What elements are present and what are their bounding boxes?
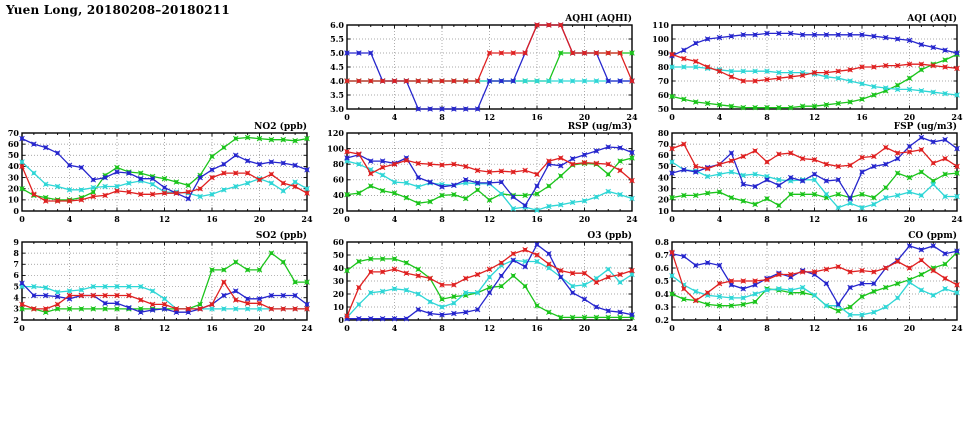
x-tick-label: 24 — [301, 323, 313, 333]
y-tick-label: 6 — [13, 270, 19, 281]
x-tick-label: 20 — [903, 323, 916, 333]
x-tick-label: 24 — [626, 323, 638, 333]
chart-title: FSP (ug/m3) — [893, 122, 957, 132]
x-tick-label: 4 — [391, 214, 398, 224]
x-tick-label: 16 — [856, 214, 868, 224]
y-tick-label: 4.5 — [330, 61, 344, 72]
x-tick-label: 20 — [578, 323, 591, 333]
series-green — [345, 257, 635, 320]
x-tick-label: 12 — [808, 112, 821, 122]
x-tick-label: 24 — [951, 112, 963, 122]
y-tick-label: 8 — [13, 247, 19, 258]
x-tick-label: 12 — [808, 323, 821, 333]
chart-no2 — [0, 120, 325, 232]
y-tick-label: 0.8 — [655, 236, 669, 247]
y-tick-label: 60 — [332, 236, 344, 247]
y-tick-label: 0.2 — [655, 314, 669, 325]
y-tick-label: 50 — [657, 103, 669, 114]
y-tick-label: 60 — [332, 174, 344, 185]
y-tick-label: 40 — [332, 262, 344, 273]
series-blue-line — [672, 138, 957, 199]
x-tick-label: 0 — [19, 214, 25, 224]
x-tick-label: 16 — [531, 214, 543, 224]
y-tick-label: 70 — [657, 138, 669, 149]
series-blue — [670, 135, 960, 201]
chart-aqhi — [325, 12, 650, 124]
y-tick-label: 100 — [327, 143, 344, 154]
y-tick-label: 5 — [13, 281, 19, 292]
y-tick-label: 5.0 — [330, 47, 344, 58]
y-tick-label: 90 — [657, 47, 669, 58]
y-tick-label: 4.0 — [330, 75, 344, 86]
x-tick-label: 8 — [764, 112, 770, 122]
y-tick-label: 0 — [13, 205, 19, 216]
y-tick-label: 3.5 — [330, 89, 344, 100]
x-tick-label: 16 — [206, 323, 218, 333]
x-tick-label: 24 — [951, 214, 963, 224]
y-tick-label: 80 — [332, 159, 344, 169]
x-tick-label: 8 — [764, 323, 770, 333]
y-tick-label: 50 — [7, 150, 19, 161]
y-tick-label: 0.4 — [655, 288, 669, 299]
x-tick-label: 8 — [764, 214, 770, 224]
x-tick-label: 0 — [669, 112, 675, 122]
x-tick-label: 16 — [856, 112, 868, 122]
y-tick-label: 50 — [332, 249, 344, 260]
x-tick-label: 12 — [158, 214, 171, 224]
chart-rsp — [325, 120, 650, 232]
y-tick-label: 70 — [657, 75, 669, 86]
x-tick-label: 4 — [66, 214, 73, 224]
y-tick-label: 10 — [7, 194, 19, 205]
y-tick-label: 2 — [13, 314, 19, 325]
x-tick-label: 20 — [578, 112, 591, 122]
x-tick-label: 12 — [483, 112, 496, 122]
y-tick-label: 4 — [13, 292, 19, 303]
x-tick-label: 8 — [114, 323, 120, 333]
x-tick-label: 12 — [483, 323, 496, 333]
y-tick-label: 9 — [13, 236, 19, 247]
x-tick-label: 8 — [439, 214, 445, 224]
chart-title: RSP (ug/m3) — [567, 122, 632, 132]
y-tick-label: 60 — [657, 150, 669, 161]
y-tick-label: 3.0 — [330, 103, 344, 114]
series-cyan — [670, 273, 960, 317]
y-tick-label: 80 — [657, 127, 669, 138]
y-tick-label: 20 — [7, 183, 19, 194]
y-tick-label: 30 — [7, 172, 19, 183]
x-tick-label: 4 — [66, 323, 73, 333]
x-tick-label: 16 — [531, 112, 543, 122]
x-tick-label: 24 — [626, 112, 638, 122]
chart-aqi — [650, 12, 975, 124]
x-tick-label: 4 — [716, 112, 723, 122]
x-tick-label: 4 — [716, 214, 723, 224]
series-red-line — [22, 166, 307, 201]
x-tick-label: 8 — [114, 214, 120, 224]
x-tick-label: 16 — [206, 214, 218, 224]
chart-title: SO2 (ppb) — [255, 231, 307, 241]
y-tick-label: 30 — [332, 275, 344, 286]
y-tick-label: 20 — [332, 205, 344, 216]
x-tick-label: 20 — [903, 214, 916, 224]
chart-fsp — [650, 120, 975, 232]
x-tick-label: 16 — [531, 323, 543, 333]
y-tick-label: 0.7 — [655, 249, 669, 260]
series-blue-line — [22, 139, 307, 199]
chart-title: AQI (AQI) — [907, 14, 957, 24]
x-tick-label: 24 — [626, 214, 638, 224]
series-blue — [670, 31, 960, 58]
y-tick-label: 30 — [657, 183, 669, 194]
page-title: Yuen Long, 20180208–20180211 — [6, 3, 230, 17]
y-tick-label: 0.6 — [655, 262, 669, 273]
x-tick-label: 12 — [158, 323, 171, 333]
y-tick-label: 5.5 — [330, 33, 344, 44]
y-tick-label: 110 — [652, 19, 669, 30]
x-tick-label: 4 — [391, 112, 398, 122]
y-tick-label: 80 — [657, 61, 669, 72]
x-tick-label: 20 — [578, 214, 591, 224]
x-tick-label: 0 — [344, 214, 350, 224]
x-tick-label: 20 — [253, 323, 266, 333]
series-blue — [670, 244, 960, 307]
y-tick-label: 60 — [657, 89, 669, 100]
y-tick-label: 60 — [7, 138, 19, 149]
y-tick-label: 3 — [13, 303, 19, 314]
chart-co — [650, 229, 975, 341]
series-red — [345, 247, 635, 318]
chart-o3 — [325, 229, 650, 341]
x-tick-label: 12 — [483, 214, 496, 224]
x-tick-label: 16 — [856, 323, 868, 333]
chart-title: NO2 (ppb) — [254, 122, 307, 132]
y-tick-label: 0 — [338, 314, 344, 325]
chart-title: O3 (ppb) — [587, 231, 632, 241]
y-tick-label: 7 — [13, 259, 19, 270]
x-tick-label: 20 — [903, 112, 916, 122]
x-tick-label: 0 — [19, 323, 25, 333]
x-tick-label: 4 — [716, 323, 723, 333]
y-tick-label: 10 — [657, 205, 669, 216]
y-tick-label: 40 — [7, 161, 19, 172]
x-tick-label: 24 — [951, 323, 963, 333]
x-tick-label: 12 — [808, 214, 821, 224]
x-tick-label: 0 — [344, 323, 350, 333]
y-tick-label: 40 — [332, 190, 344, 201]
x-tick-label: 8 — [439, 112, 445, 122]
x-tick-label: 0 — [669, 323, 675, 333]
chart-title: AQHI (AQHI) — [565, 14, 632, 24]
y-tick-label: 6.0 — [330, 19, 344, 30]
y-tick-label: 70 — [7, 127, 19, 138]
y-tick-label: 40 — [657, 172, 669, 183]
y-tick-label: 20 — [657, 194, 669, 205]
x-tick-label: 0 — [344, 112, 350, 122]
y-tick-label: 100 — [652, 33, 669, 44]
chart-so2 — [0, 229, 325, 341]
x-tick-label: 20 — [253, 214, 266, 224]
y-tick-label: 10 — [332, 301, 344, 312]
y-tick-label: 20 — [332, 288, 344, 299]
chart-title: CO (ppm) — [908, 231, 957, 241]
y-tick-label: 0.5 — [655, 275, 669, 286]
x-tick-label: 8 — [439, 323, 445, 333]
x-tick-label: 24 — [301, 214, 313, 224]
y-tick-label: 0.3 — [655, 301, 669, 312]
y-tick-label: 50 — [657, 161, 669, 172]
y-tick-label: 120 — [327, 127, 344, 138]
x-tick-label: 0 — [669, 214, 675, 224]
x-tick-label: 4 — [391, 323, 398, 333]
